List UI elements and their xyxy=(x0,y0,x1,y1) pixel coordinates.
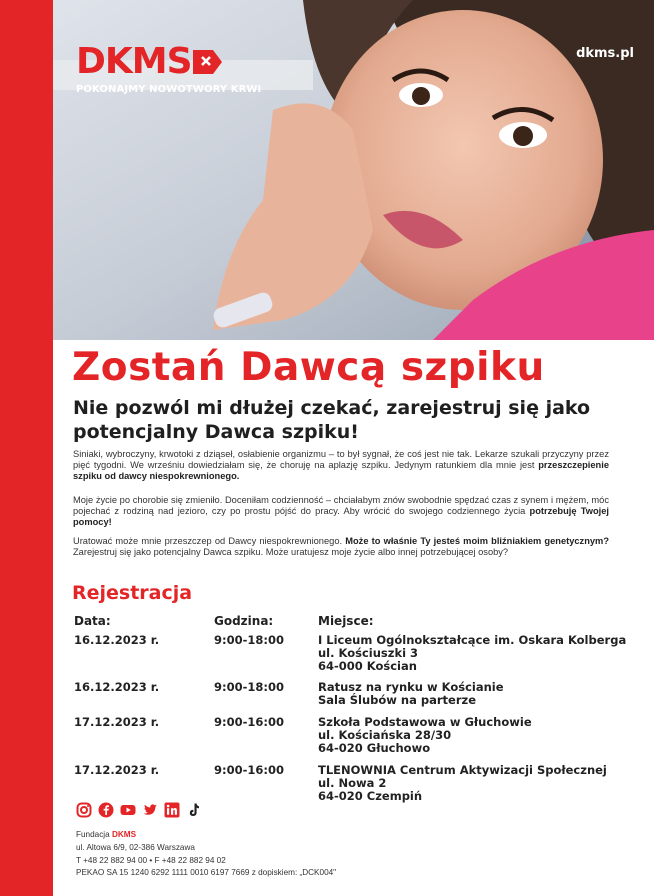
place-line: Szkoła Podstawowa w Głuchowie xyxy=(318,715,532,729)
column-header-date: Data: xyxy=(74,614,111,628)
footer-phones: T +48 22 882 94 00 • F +48 22 882 94 02 xyxy=(76,855,226,865)
story-paragraph-1: Siniaki, wybroczyny, krwotoki z dziąseł, osłabienie organizmu – to był sygnał, że coś jest nie tak. Lekarze szukali przyczyny przez pięć tygodni. We wrześniu dowiedziałam się, że choruję na aplazję szpiku. Jedynym ratunkiem dla mnie jest przeszczepienie szpiku od dawcy niespokrewnionego. xyxy=(73,449,609,482)
column-header-hours: Godzina: xyxy=(214,614,274,628)
row-3-date: 17.12.2023 r. xyxy=(74,715,160,729)
place-line: 64-000 Kościan xyxy=(318,659,417,673)
footer-bank: PEKAO SA 15 1240 6292 1111 0010 6197 7669 z dopiskiem: „DCK004" xyxy=(76,868,337,878)
place-line: ul. Nowa 2 xyxy=(318,776,387,790)
place-line: 64-020 Czempiń xyxy=(318,789,423,803)
twitter-icon[interactable] xyxy=(142,802,158,818)
registration-heading: Rejestracja xyxy=(72,582,193,604)
row-4-place xyxy=(318,764,607,803)
dkms-logo-word: DKMS xyxy=(76,41,192,82)
story-paragraph-2: Moje życie po chorobie się zmieniło. Doceniłam codzienność – chciałabym znów swobodnie spędzać czas z synem i mężem, móc pojechać z rodziną nad jezioro, czy po prostu pójść do pracy. Aby wrócić do swojego codziennego życia potrzebuję Twojej pomocy! xyxy=(73,495,609,528)
row-3-hours: 9:00-16:00 xyxy=(214,715,284,729)
youtube-icon[interactable] xyxy=(120,802,136,818)
footer-brand: DKMS xyxy=(111,830,137,839)
row-2-date: 16.12.2023 r. xyxy=(74,680,160,694)
place-line: Sala Ślubów na parterze xyxy=(318,693,476,707)
page-subtitle: Nie pozwól mi dłużej czekać, zarejestruj się jako potencjalny Dawca szpiku! xyxy=(73,397,591,443)
social-icons xyxy=(76,802,202,818)
facebook-icon[interactable] xyxy=(98,802,114,818)
row-1-place xyxy=(318,634,626,673)
left-red-stripe xyxy=(0,0,53,896)
instagram-icon[interactable] xyxy=(76,802,92,818)
row-4-hours: 9:00-16:00 xyxy=(214,763,284,777)
row-3-place xyxy=(318,716,532,755)
row-2-hours: 9:00-18:00 xyxy=(214,680,284,694)
place-line: 64-020 Głuchowo xyxy=(318,741,431,755)
website-link[interactable]: dkms.pl xyxy=(576,46,634,61)
story-paragraph-3: Uratować może mnie przeszczep od Dawcy niespokrewnionego. Może to właśnie Ty jesteś moim bliźniakiem genetycznym? Zarejestruj się jako potencjalny Dawca szpiku. Może uratujesz moje życie albo innej potrzebującej osoby? xyxy=(73,536,609,558)
footer-contact xyxy=(76,829,336,880)
story-paragraph-1-bold: przeszczepienie szpiku od dawcy niespokrewnionego. xyxy=(73,460,609,482)
page-title: Zostań Dawcą szpiku xyxy=(72,345,545,390)
row-1-date: 16.12.2023 r. xyxy=(74,633,160,647)
row-2-place xyxy=(318,681,504,707)
place-line: ul. Kościańska 28/30 xyxy=(318,728,452,742)
story-paragraph-3-bold: Może to właśnie Ty jesteś moim bliźniakiem genetycznym? xyxy=(345,536,609,546)
footer-foundation: Fundacja DKMS xyxy=(76,830,137,839)
linkedin-icon[interactable] xyxy=(164,802,180,818)
place-line: I Liceum Ogólnokształcące im. Oskara Kolberga xyxy=(318,633,627,647)
column-header-place: Miejsce: xyxy=(318,614,374,628)
footer-address: ul. Altowa 6/9, 02-386 Warszawa xyxy=(76,842,195,852)
story-paragraph-2-bold: potrzebuję Twojej pomocy! xyxy=(73,506,609,528)
row-4-date: 17.12.2023 r. xyxy=(74,763,160,777)
row-1-hours: 9:00-18:00 xyxy=(214,633,284,647)
dkms-logo-mark-icon xyxy=(193,48,223,76)
tiktok-icon[interactable] xyxy=(186,802,202,818)
brand-tagline: POKONAJMY NOWOTWORY KRWI xyxy=(76,84,262,95)
place-line: TLENOWNIA Centrum Aktywizacji Społecznej xyxy=(318,763,607,777)
place-line: ul. Kościuszki 3 xyxy=(318,646,419,660)
dkms-logo[interactable] xyxy=(76,41,223,82)
place-line: Ratusz na rynku w Kościanie xyxy=(318,680,504,694)
